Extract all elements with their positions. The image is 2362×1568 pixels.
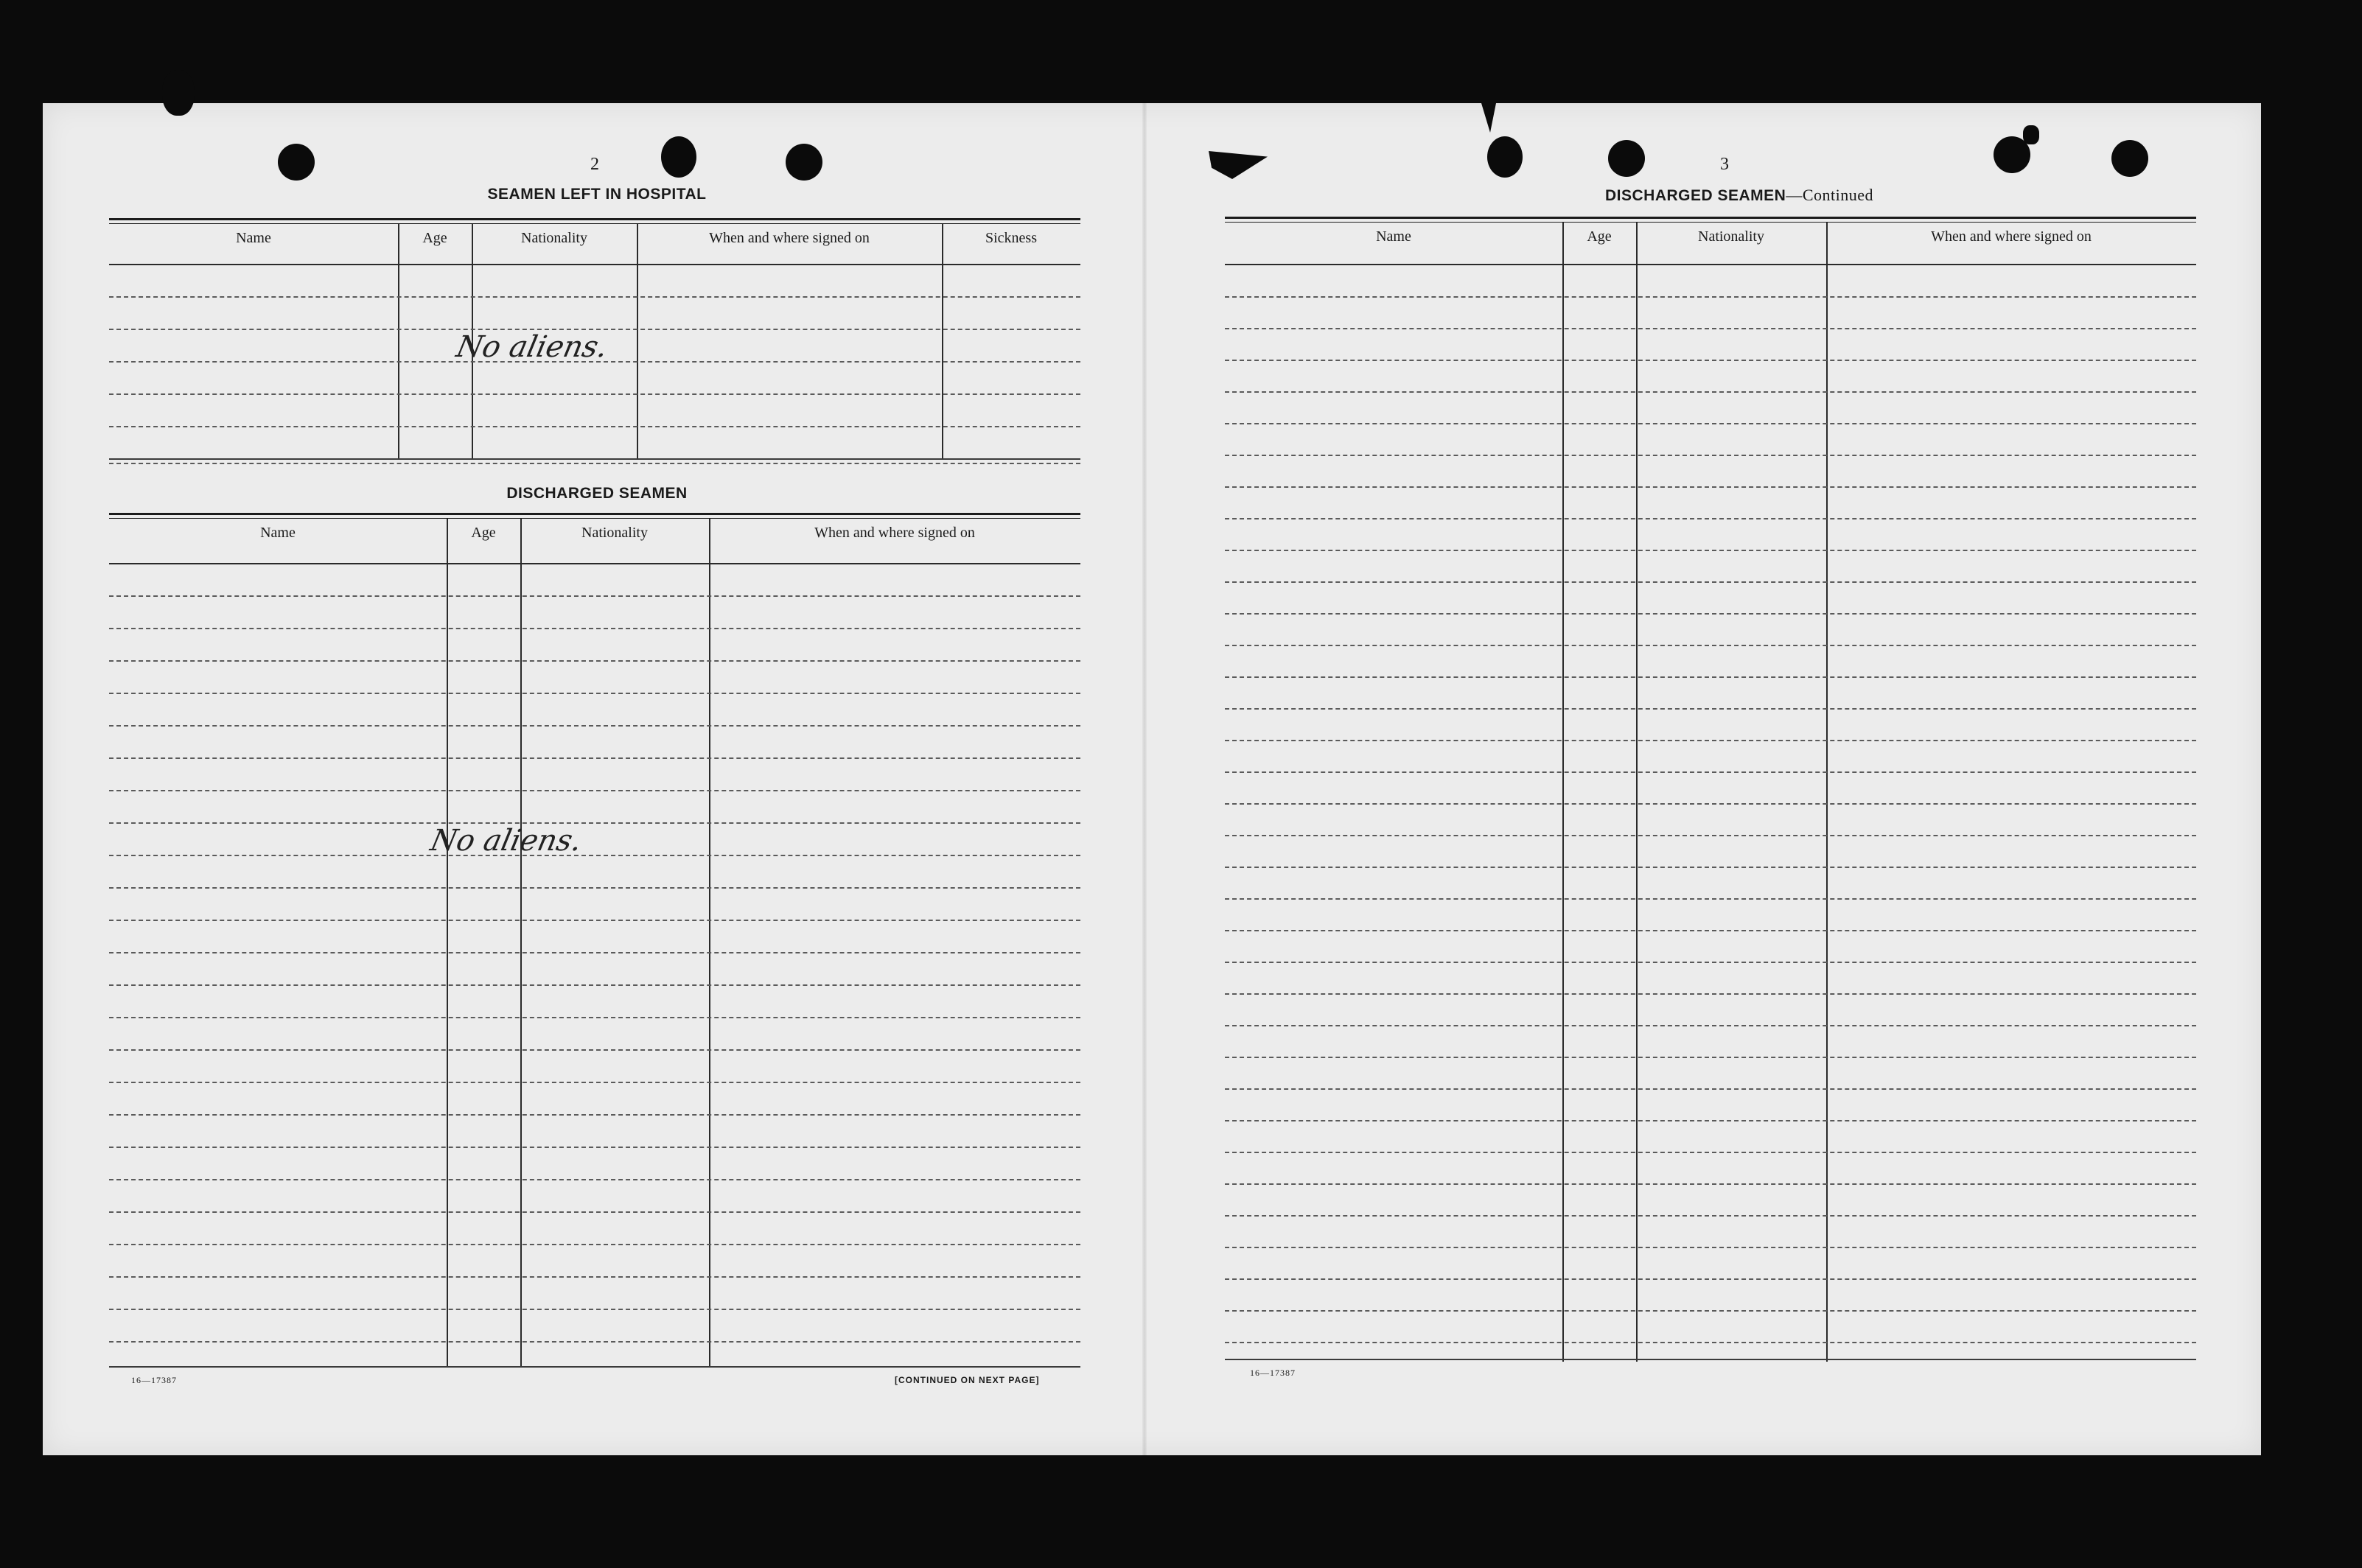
column-header-nationality: Nationality <box>581 525 648 541</box>
punch-hole <box>2111 140 2148 177</box>
punch-hole <box>162 70 195 116</box>
column-header-name: Name <box>1376 228 1411 245</box>
column-header-age: Age <box>422 230 447 246</box>
punch-hole <box>661 136 696 178</box>
page-number-left: 2 <box>590 155 599 174</box>
title-suffix: —Continued <box>1786 186 1874 204</box>
discharged-section-title: DISCHARGED SEAMEN <box>506 485 688 502</box>
torn-edge <box>2023 125 2039 144</box>
form-number-left: 16—17387 <box>131 1375 177 1385</box>
column-header-sickness: Sickness <box>985 230 1037 246</box>
page-number-right: 3 <box>1720 155 1729 174</box>
discharged-table-right <box>1225 217 2196 1362</box>
column-header-signed-on: When and where signed on <box>709 230 870 246</box>
column-header-signed-on: When and where signed on <box>1931 228 2092 245</box>
center-fold <box>1142 103 1147 1455</box>
punch-hole <box>278 144 315 181</box>
form-number-right: 16—17387 <box>1250 1368 1296 1378</box>
handwritten-note-hospital: No aliens. <box>453 330 611 364</box>
column-header-age: Age <box>471 525 496 541</box>
title-main: DISCHARGED SEAMEN <box>1604 187 1786 204</box>
discharged-continued-title <box>1444 186 2034 205</box>
continued-note: [CONTINUED ON NEXT PAGE] <box>895 1375 1040 1385</box>
column-header-nationality: Nationality <box>1698 228 1764 245</box>
discharged-table-left <box>109 513 1080 1368</box>
handwritten-note-discharged: No aliens. <box>427 824 585 858</box>
punch-hole <box>1487 136 1523 178</box>
column-header-nationality: Nationality <box>521 230 587 246</box>
punch-hole <box>1608 140 1645 177</box>
column-header-name: Name <box>260 525 296 541</box>
hospital-section-title: SEAMEN LEFT IN HOSPITAL <box>487 186 707 203</box>
punch-hole <box>786 144 822 181</box>
column-header-age: Age <box>1587 228 1612 245</box>
column-header-signed-on: When and where signed on <box>814 525 975 541</box>
column-header-name: Name <box>236 230 271 246</box>
